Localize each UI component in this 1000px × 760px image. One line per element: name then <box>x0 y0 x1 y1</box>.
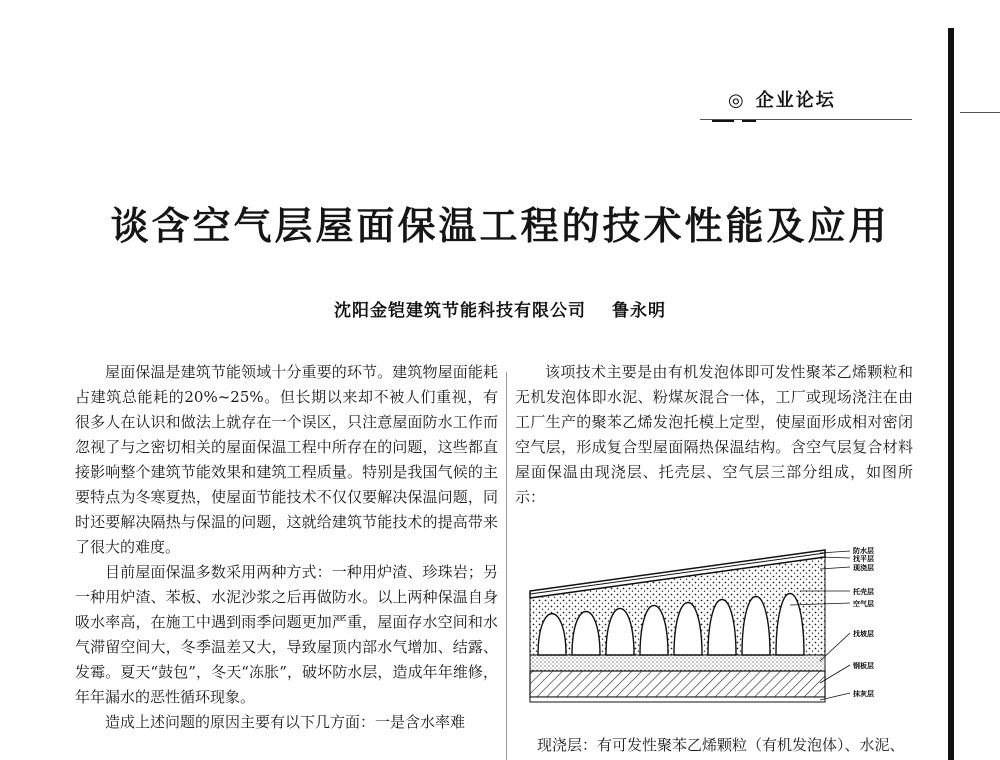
paragraph: 该项技术主要是由有机发泡体即可发性聚苯乙烯颗粒和无机发泡体即水泥、粉煤灰混合一体，工厂或现场浇注在由工厂生产的聚苯乙烯发泡托模上定型，使屋面形成相对密闭空气层，形成复合型屋面隔热保温结构。含空气层复合材料屋面保温由现浇层、托壳层、空气层三部分组成，如图所示： <box>515 363 913 506</box>
label-air: 空气层 <box>853 600 874 608</box>
header-dash <box>712 120 734 122</box>
left-column <box>75 360 498 735</box>
page-edge-bar <box>948 28 954 760</box>
slab-layer <box>530 671 825 697</box>
section-title: 企业论坛 <box>755 90 836 111</box>
label-shell: 托壳层 <box>853 588 874 596</box>
byline <box>0 296 1000 321</box>
label-plaster: 抹灰层 <box>853 690 874 698</box>
column-divider <box>506 372 507 760</box>
right-column <box>515 360 913 510</box>
article-title: 谈含空气层屋面保温工程的技术性能及应用 <box>110 204 890 248</box>
paragraph: 目前屋面保温多数采用两种方式：一种用炉渣、珍珠岩；另一种用炉渣、苯板、水泥沙浆之后再做防水。以上两种保温自身吸水率高，在施工中遇到雨季问题更加严重，屋面存水空间和水气滞留空间大，冬季温差又大，导致屋顶内部水气增加、结露、发霉。夏天“鼓包”，冬天“冻胀”，破坏防水层，造成年年维修，年年漏水的恶性循环现象。 <box>75 563 498 706</box>
paragraph: 屋面保温是建筑节能领域十分重要的环节。建筑物屋面能耗占建筑总能耗的20%~25%。但长期以来却不被人们重视，有很多人在认识和做法上就存在一个误区，只注意屋面防水工作而忽视了与之密切相关的屋面保温工程中所存在的问题，这些都直接影响整个建筑节能效果和建筑工程质量。特别是我国气候的主要特点为冬寒夏热，使屋面节能技术不仅仅要解决保温问题，同时还要解决隔热与保温的问题，这就给建筑节能技术的提高带来了很大的难度。 <box>75 363 498 556</box>
author: 鲁永明 <box>612 301 666 321</box>
roof-section-figure <box>520 545 910 715</box>
header-dash <box>742 120 756 122</box>
section-mark-icon: ◎ <box>728 90 746 111</box>
label-cast: 现浇层 <box>853 564 874 572</box>
paragraph: 造成上述问题的原因主要有以下几方面：一是含水率难 <box>105 713 466 731</box>
header-rule-outer <box>960 112 1000 113</box>
label-slope: 找坡层 <box>853 630 874 638</box>
section-header <box>728 86 836 112</box>
slope-layer <box>530 655 825 671</box>
label-waterproof: 防水层 <box>853 547 874 555</box>
label-leveling: 找平层 <box>853 555 874 563</box>
plaster-layer <box>530 697 825 702</box>
organization: 沈阳金铠建筑节能科技有限公司 <box>334 301 586 321</box>
figure-caption: 现浇层：有可发性聚苯乙烯颗粒（有机发泡体）、水泥、 <box>537 736 905 754</box>
label-slab: 钢板层 <box>853 662 874 670</box>
